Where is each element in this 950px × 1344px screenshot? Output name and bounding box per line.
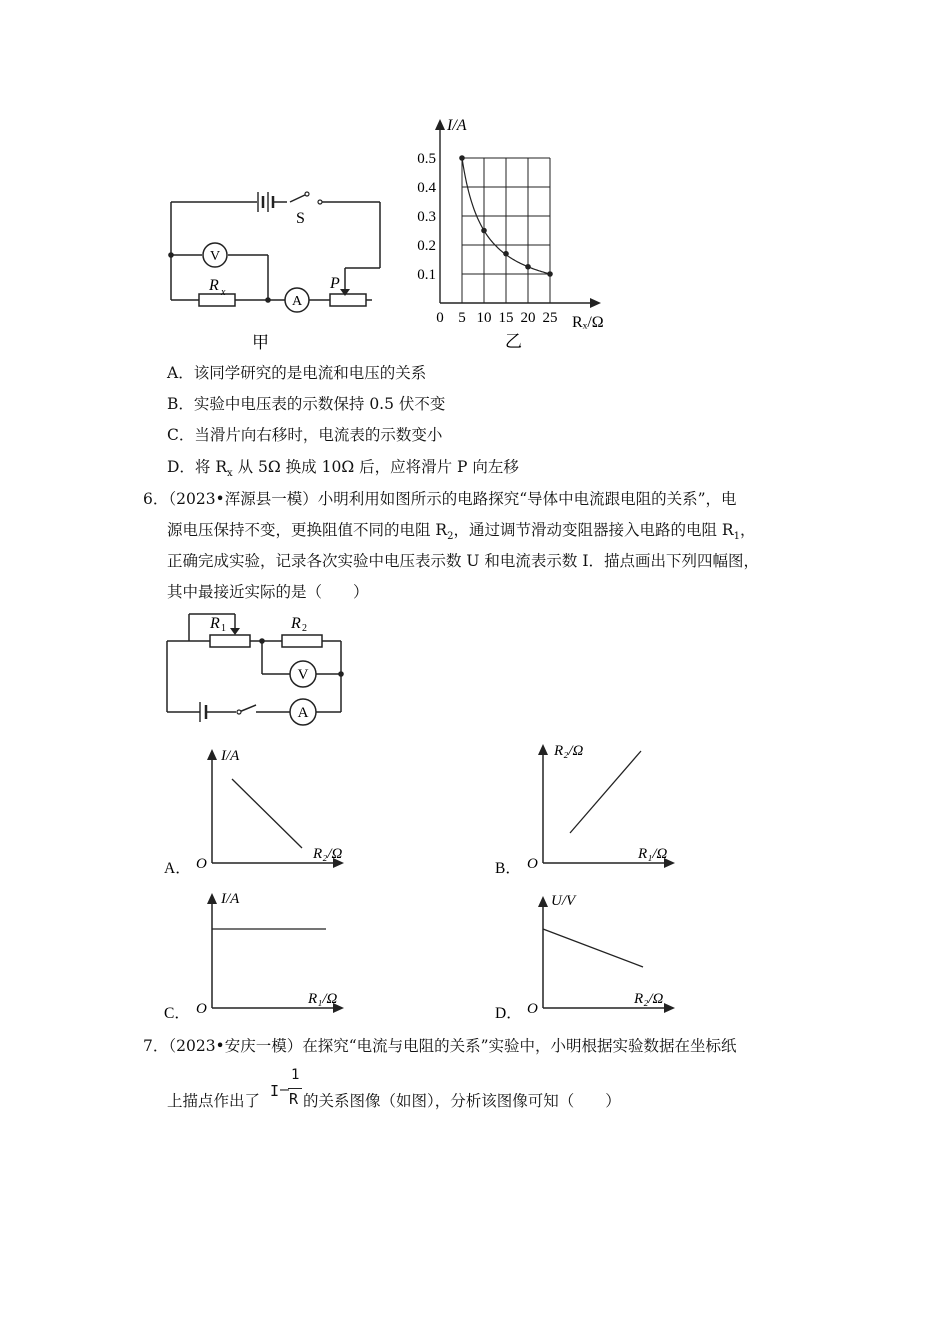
- q6-r2-label: R: [291, 615, 301, 632]
- graph-yi-xtick: 20: [520, 310, 536, 326]
- graph-d-letter[interactable]: D．: [495, 1005, 522, 1022]
- q6-voltmeter-label: V: [297, 667, 309, 683]
- q7-formula-dash: –: [280, 1080, 290, 1098]
- q6-line2-post: ，: [739, 521, 756, 539]
- graph-b-letter[interactable]: B．: [495, 860, 521, 877]
- slider-label: P: [330, 275, 340, 292]
- graph-yi-ytick: 0.3: [417, 209, 436, 225]
- q6-line2-pre: 源电压保持不变，更换阻值不同的电阻 R: [167, 521, 448, 539]
- graph-a-line: [232, 779, 302, 848]
- q6-r1-sub: 1: [221, 623, 226, 634]
- q7-formula-denominator: R: [289, 1090, 299, 1108]
- graph-b-origin: O: [527, 856, 538, 872]
- graph-a-xlabel: R₂/Ω: [313, 846, 343, 862]
- q7-formula-numerator: 1: [291, 1067, 300, 1083]
- graph-yi-xtick: 5: [458, 310, 466, 326]
- graph-c-xlabel: R₁/Ω: [308, 991, 338, 1007]
- q5-option-d-post: 从 5Ω 换成 10Ω 后，应将滑片 P 向左移: [232, 458, 519, 476]
- voltmeter-label: V: [209, 249, 221, 264]
- graph-d-line: [543, 929, 643, 967]
- q6-stem-line1: 6．（2023•浑源县一模）小明利用如图所示的电路探究“导体中电流跟电阻的关系”，电: [143, 490, 737, 508]
- q6-r2-sub: 2: [302, 623, 307, 634]
- graph-yi-ytick: 0.4: [417, 180, 436, 196]
- switch-label: S: [296, 210, 305, 227]
- q5-option-a[interactable]: A．该同学研究的是电流和电压的关系: [167, 364, 427, 382]
- q7-stem-line1: 7．（2023•安庆一模）在探究“电流与电阻的关系”实验中，小明根据实验数据在坐标纸: [143, 1037, 737, 1055]
- ammeter-label: A: [291, 294, 303, 309]
- graph-d-ylabel: U/V: [551, 893, 576, 909]
- graph-a-origin: O: [196, 856, 207, 872]
- q6-line2-sub2: 1: [733, 531, 740, 543]
- graph-a-letter[interactable]: A．: [164, 860, 191, 877]
- q6-ammeter-label: A: [297, 705, 309, 721]
- graph-yi-ytick: 0.2: [417, 238, 436, 254]
- graph-d-xlabel: R₂/Ω: [634, 991, 664, 1007]
- resistor-rx-label: R: [209, 277, 219, 294]
- graph-c-origin: O: [196, 1001, 207, 1017]
- q6-stem-line4: 其中最接近实际的是（ ）: [167, 583, 369, 601]
- q7-stem-line2-pre: 上描点作出了: [167, 1092, 261, 1110]
- graph-d-origin: O: [527, 1001, 538, 1017]
- graph-yi-ylabel: I/A: [447, 117, 467, 134]
- q6-line2-sub1: 2: [447, 531, 454, 543]
- q6-line2-mid: ，通过调节滑动变阻器接入电路的电阻 R: [453, 521, 734, 539]
- graph-yi-xtick: 10: [476, 310, 492, 326]
- q6-stem-line3: 正确完成实验，记录各次实验中电压表示数 U 和电流表示数 I．描点画出下列四幅图，: [167, 552, 759, 570]
- q7-formula-bar: [288, 1088, 302, 1089]
- q5-option-c[interactable]: C．当滑片向右移时，电流表的示数变小: [167, 426, 443, 444]
- graph-yi-ytick: 0.5: [417, 151, 436, 167]
- graph-yi-xlabel: Rₓ/Ω: [572, 314, 604, 331]
- q7-formula: [266, 1067, 306, 1114]
- q6-r1-label: R: [210, 615, 220, 632]
- q7-formula-i: I: [270, 1082, 280, 1100]
- fig-jia-caption: 甲: [252, 333, 269, 352]
- q7-stem-line2-post: 的关系图像（如图），分析该图像可知（ ）: [303, 1092, 621, 1110]
- graph-yi-ytick: 0.1: [417, 267, 436, 283]
- graph-c-letter[interactable]: C．: [164, 1005, 190, 1022]
- graph-b-ylabel: R₂/Ω: [554, 743, 584, 759]
- graph-b-xlabel: R₁/Ω: [638, 846, 668, 862]
- graph-c-ylabel: I/A: [221, 891, 240, 907]
- q5-option-d-pre: D．将 R: [167, 458, 228, 476]
- resistor-rx-sub: x: [221, 287, 226, 298]
- q5-option-b[interactable]: B．实验中电压表的示数保持 0.5 伏不变: [167, 395, 446, 413]
- graph-a-ylabel: I/A: [221, 748, 240, 764]
- fig-yi-caption: 乙: [505, 332, 522, 351]
- graph-b-line: [570, 751, 641, 833]
- graph-yi-xtick: 25: [542, 310, 558, 326]
- graph-yi-xtick: 0: [436, 310, 444, 326]
- q5-option-d-sub: x: [227, 468, 233, 480]
- graph-yi-xtick: 15: [498, 310, 514, 326]
